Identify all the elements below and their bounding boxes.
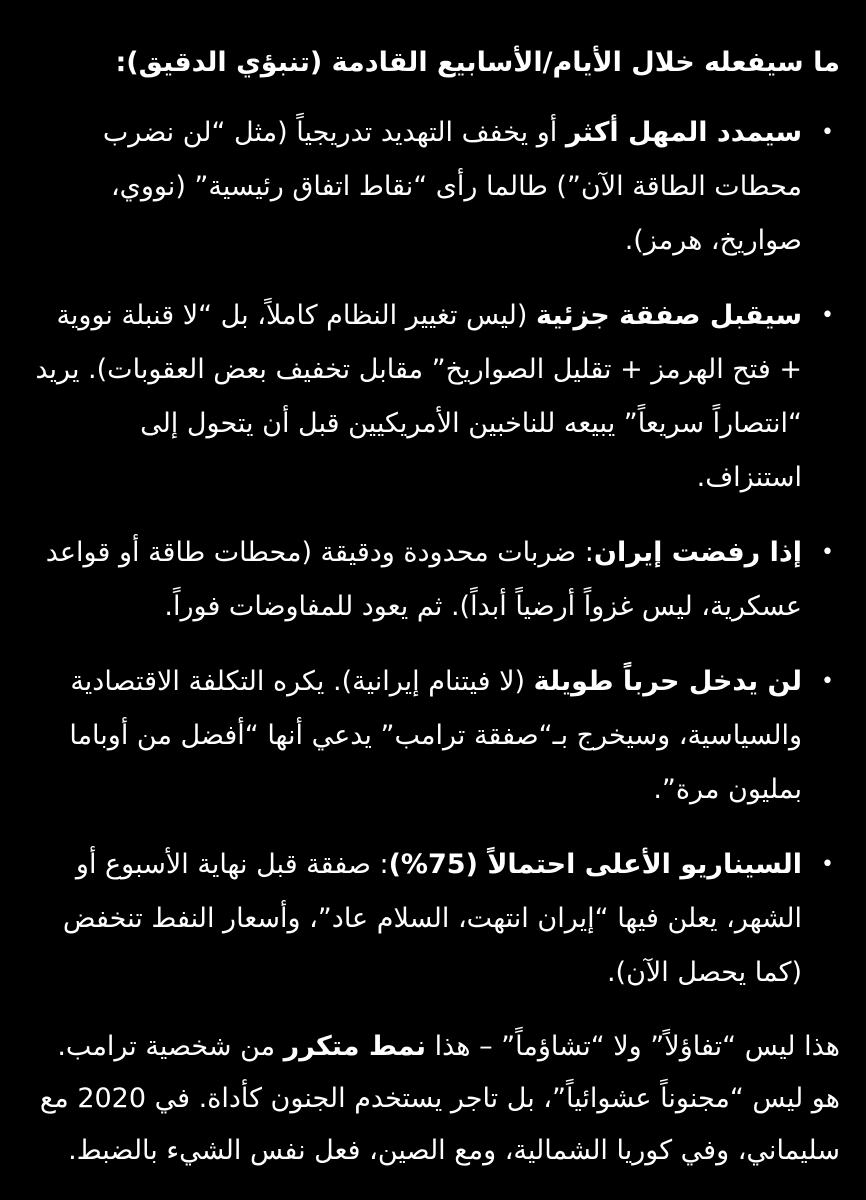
prediction-list bbox=[34, 106, 840, 1000]
closing-text-start: هذا ليس “تفاؤلاً” ولا “تشاؤماً” – هذا bbox=[426, 1031, 840, 1062]
item-text: : صفقة قبل نهاية الأسبوع أو الشهر، يعلن فيها “إيران انتهت، السلام عاد”، وأسعار النفط تنخفض (كما يحصل الآن). bbox=[62, 849, 802, 988]
item-lead: السيناريو الأعلى احتمالاً (75%) bbox=[388, 849, 802, 880]
item-text: أو يخفف التهديد تدريجياً (مثل “لن نضرب محطات الطاقة الآن”) طالما رأى “نقاط اتفاق رئيسية” (نووي، صواريخ، هرمز). bbox=[102, 117, 802, 256]
list-item bbox=[34, 838, 840, 1000]
closing-paragraph bbox=[34, 1021, 840, 1177]
bullet-icon: • bbox=[821, 540, 834, 565]
list-item bbox=[34, 526, 840, 634]
item-lead: سيقبل صفقة جزئية bbox=[535, 300, 802, 331]
item-lead: لن يدخل حرباً طويلة bbox=[533, 666, 802, 697]
bullet-icon: • bbox=[821, 120, 834, 145]
list-item bbox=[34, 655, 840, 817]
bullet-icon: • bbox=[821, 669, 834, 694]
item-text: : ضربات محدودة ودقيقة (محطات طاقة أو قواعد عسكرية، ليس غزواً أرضياً أبداً). ثم يعود للمفاوضات فوراً. bbox=[45, 537, 802, 622]
item-text: (ليس تغيير النظام كاملاً، بل “لا قنبلة نووية + فتح الهرمز + تقليل الصواريخ” مقابل تخفيف بعض العقوبات). يريد “انتصاراً سريعاً” يبيعه للناخبين الأمريكيين قبل أن يتحول إلى استنزاف. bbox=[35, 300, 802, 493]
list-item bbox=[34, 289, 840, 505]
list-item bbox=[34, 106, 840, 268]
closing-text-end: من شخصية ترامب. هو ليس “مجنوناً عشوائياً”، بل تاجر يستخدم الجنون كأداة. في 2020 مع سليماني، وفي كوريا الشمالية، ومع الصين، فعل نفس الشيء بالضبط. bbox=[39, 1031, 840, 1166]
bullet-icon: • bbox=[821, 303, 834, 328]
section-heading: ما سيفعله خلال الأيام/الأسابيع القادمة (تنبؤي الدقيق): bbox=[115, 47, 840, 78]
item-text: (لا فيتنام إيرانية). يكره التكلفة الاقتصادية والسياسية، وسيخرج بـ“صفقة ترامب” يدعي أنها “أفضل من أوباما بمليون مرة”. bbox=[69, 666, 802, 805]
closing-emphasis: نمط متكرر bbox=[283, 1031, 427, 1062]
item-lead: سيمدد المهل أكثر bbox=[565, 117, 802, 148]
bullet-icon: • bbox=[821, 852, 834, 877]
item-lead: إذا رفضت إيران bbox=[593, 537, 802, 568]
